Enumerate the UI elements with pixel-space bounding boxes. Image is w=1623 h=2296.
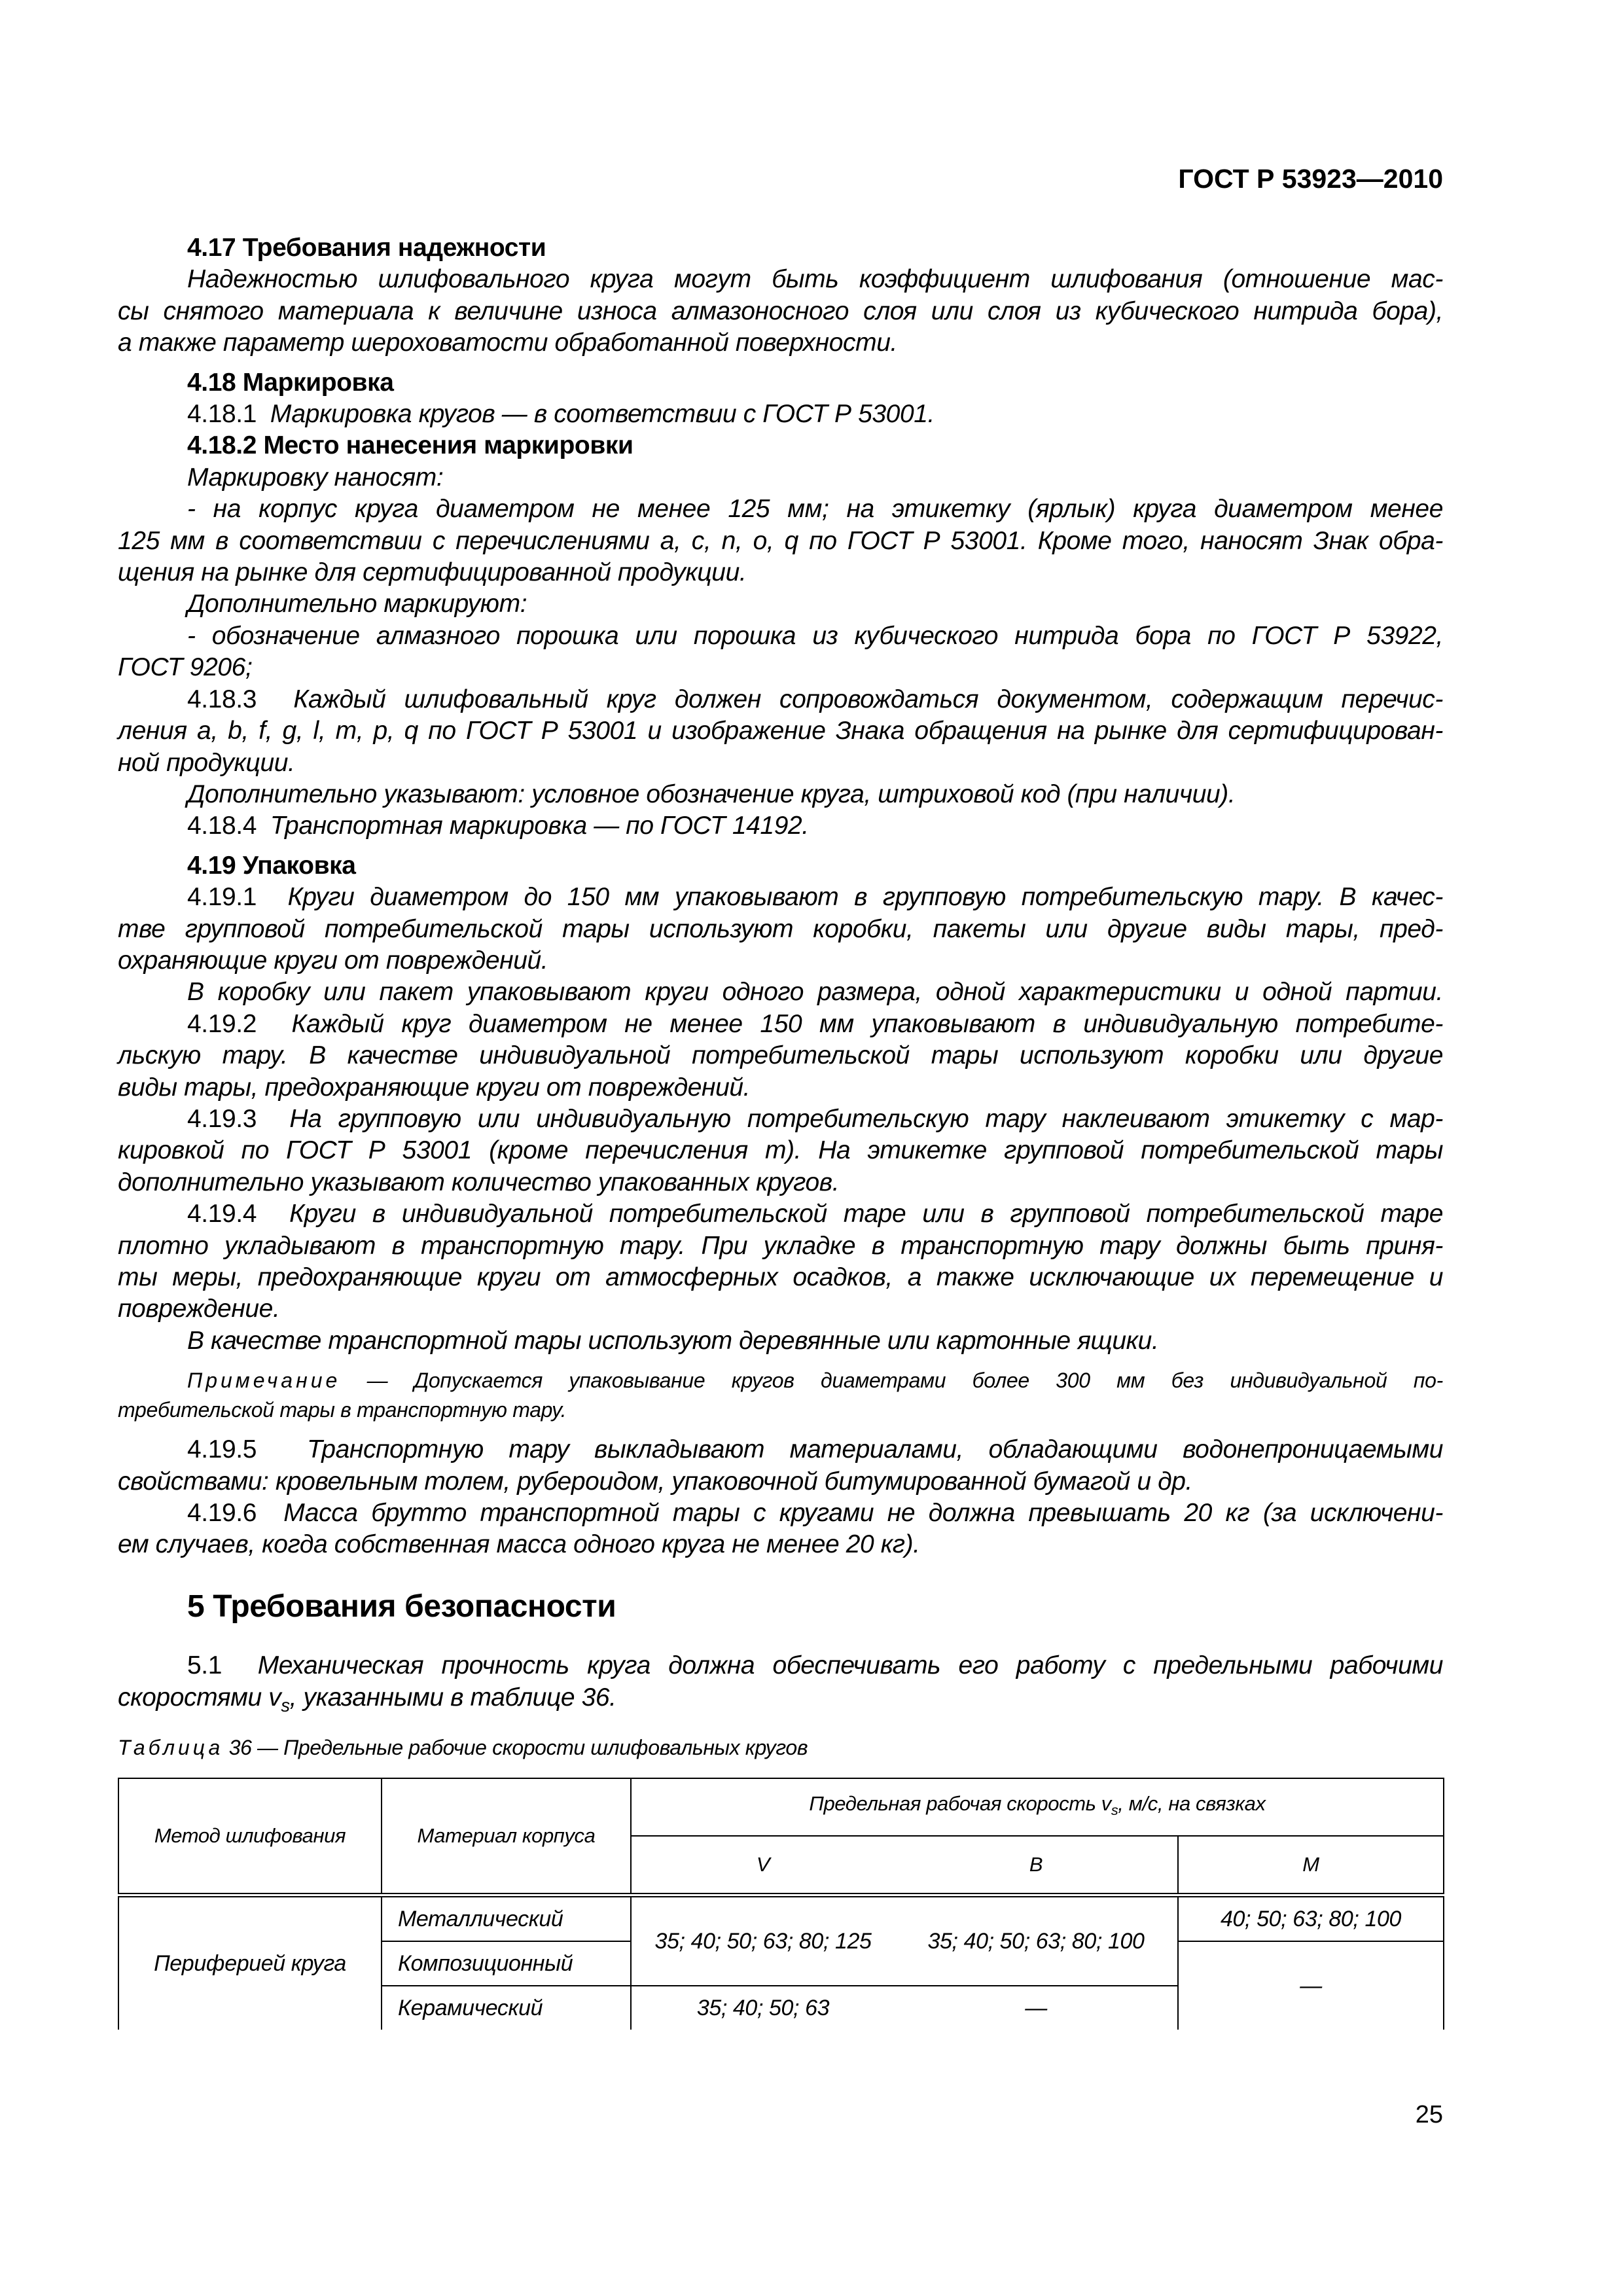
clause-number: 4.19.2 bbox=[187, 1009, 257, 1038]
text-line bbox=[118, 684, 1443, 715]
document-header: ГОСТ Р 53923—2010 bbox=[1178, 164, 1443, 194]
table-header-row bbox=[118, 1778, 1444, 1836]
text-line: В качестве транспортной тары используют деревянные или картонные ящики. bbox=[187, 1326, 1159, 1355]
cell-b: — bbox=[895, 1986, 1178, 2030]
note-label: Примечание bbox=[187, 1369, 341, 1393]
clause-text: Механическая прочность круга должна обеспечивать его работу с предельными рабочими bbox=[257, 1651, 1444, 1680]
clause-number: 4.18.4 bbox=[187, 812, 257, 840]
clause-text: Транспортная маркировка — по ГОСТ 14192. bbox=[270, 812, 809, 840]
clause-number: 4.19.1 bbox=[187, 883, 257, 912]
text-line bbox=[118, 1103, 1443, 1135]
text-line: а также параметр шероховатости обработанной поверхности. bbox=[118, 329, 897, 357]
clause-number: 5.1 bbox=[187, 1651, 223, 1680]
header-bond-v: V bbox=[631, 1836, 895, 1895]
caption-text: 36 — Предельные рабочие скорости шлифовальных кругов bbox=[223, 1735, 808, 1759]
text-line: повреждение. bbox=[118, 1295, 280, 1323]
cell-method: Периферией круга bbox=[118, 1895, 382, 2030]
text-line: кировкой по ГОСТ Р 53001 (кроме перечисления m). На этикетке групповой потребительской тары bbox=[118, 1136, 1443, 1165]
clause-text: Маркировка кругов — в соответствии с ГОСТ Р 53001. bbox=[270, 400, 935, 429]
clause-number: 4.19.3 bbox=[187, 1104, 257, 1133]
clause-text: Круги в индивидуальной потребительской таре или в групповой потребительской таре bbox=[289, 1200, 1443, 1229]
clause-text: Каждый круг диаметром не менее 150 мм упаковывают в индивидуальную потребите- bbox=[291, 1009, 1443, 1038]
note bbox=[118, 1366, 1443, 1425]
text-line bbox=[118, 1434, 1443, 1465]
text-line: 125 мм в соответствии с перечислениями a, c, n, o, q по ГОСТ Р 53001. Кроме того, наносят Знак обра- bbox=[118, 526, 1443, 555]
text-line bbox=[118, 810, 1443, 842]
section-4-17-title: 4.17 Требования надежности bbox=[187, 234, 546, 262]
text-line: дополнительно указывают количество упакованных кругов. bbox=[118, 1168, 840, 1196]
subscript: s bbox=[281, 1695, 290, 1715]
caption-label: Таблица bbox=[118, 1735, 224, 1759]
cell-m: 40; 50; 63; 80; 100 bbox=[1178, 1895, 1444, 1942]
text-line: виды тары, предохраняющие круги от повреждений. bbox=[118, 1073, 751, 1102]
text-line: требительской тары в транспортную тару. bbox=[118, 1398, 567, 1422]
text-line: щения на рынке для сертифицированной продукции. bbox=[118, 558, 747, 587]
text-line: охраняющие круги от повреждений. bbox=[118, 946, 548, 975]
clause-number: 4.18.1 bbox=[187, 400, 257, 429]
text-line bbox=[118, 882, 1443, 913]
clause-text: Каждый шлифовальный круг должен сопровождаться документом, содержащим перечис- bbox=[293, 685, 1443, 713]
text-line: тве групповой потребительской тары используют коробки, пакеты или другие виды тары, пред- bbox=[118, 914, 1443, 943]
text-line: В коробку или пакет упаковывают круги одного размера, одной характеристики и одной партии. bbox=[187, 978, 1443, 1007]
header-speed bbox=[631, 1778, 1444, 1836]
text-line: ты меры, предохраняющие круги от атмосферных осадков, а также исключающие их перемещение и bbox=[118, 1263, 1443, 1291]
clause-text: Круги диаметром до 150 мм упаковывают в групповую потребительскую тару. В качес- bbox=[287, 883, 1443, 912]
text-line: ем случаев, когда собственная масса одного круга не менее 20 кг). bbox=[118, 1530, 920, 1559]
text-line bbox=[118, 399, 1443, 430]
page-number: 25 bbox=[1415, 2101, 1443, 2128]
cell-v: 35; 40; 50; 63; 80; 125 bbox=[631, 1895, 895, 1986]
table-caption bbox=[118, 1732, 1443, 1763]
text-line: ной продукции. bbox=[118, 748, 295, 777]
text-line: плотно укладывают в транспортную тару. При укладке в транспортную тару должны быть приня- bbox=[118, 1231, 1443, 1260]
text-line: Маркировку наносят: bbox=[187, 463, 444, 492]
text-line: - обозначение алмазного порошка или порошка из кубического нитрида бора по ГОСТ Р 53922, bbox=[187, 621, 1443, 650]
text-line bbox=[118, 1198, 1443, 1230]
clause-4-18-2-title: 4.18.2 Место нанесения маркировки bbox=[187, 431, 633, 460]
header-bond-m: M bbox=[1178, 1836, 1444, 1895]
section-4-19-title: 4.19 Упаковка bbox=[187, 851, 356, 880]
header-bond-b: B bbox=[895, 1836, 1178, 1895]
text-line bbox=[118, 1650, 1443, 1681]
clause-number: 4.19.6 bbox=[187, 1499, 257, 1528]
text-line bbox=[118, 1682, 1443, 1721]
document-body bbox=[118, 232, 1443, 2030]
text-part: скоростями v bbox=[118, 1683, 281, 1712]
table-row bbox=[118, 1895, 1444, 1942]
subscript: s bbox=[1111, 1802, 1118, 1819]
cell-material: Керамический bbox=[382, 1986, 631, 2030]
clause-text: Масса брутто транспортной тары с кругами не должна превышать 20 кг (за исключени- bbox=[283, 1499, 1443, 1528]
header-speed-text: , м/с, на связках bbox=[1118, 1791, 1266, 1815]
speed-table bbox=[118, 1778, 1444, 2030]
header-material: Материал корпуса bbox=[382, 1778, 631, 1895]
text-line: свойствами: кровельным толем, рубероидом, упаковочной битумированной бумагой и др. bbox=[118, 1467, 1192, 1496]
header-method: Метод шлифования bbox=[118, 1778, 382, 1895]
clause-number: 4.19.5 bbox=[187, 1435, 257, 1464]
clause-number: 4.18.3 bbox=[187, 685, 257, 713]
text-line: сы снятого материала к величине износа алмазоносного слоя или слоя из кубического нитрида бора), bbox=[118, 296, 1443, 325]
cell-v: 35; 40; 50; 63 bbox=[631, 1986, 895, 2030]
section-5-title: 5 Требования безопасности bbox=[187, 1588, 616, 1624]
text-line: Дополнительно указывают: условное обозначение круга, штриховой код (при наличии). bbox=[187, 780, 1236, 808]
section-4-18-title: 4.18 Маркировка bbox=[187, 368, 394, 397]
text-line: ГОСТ 9206; bbox=[118, 653, 253, 682]
note-text: — Допускается упаковывание кругов диаметрами более 300 мм без индивидуальной по- bbox=[366, 1369, 1443, 1393]
text-line bbox=[118, 1366, 1443, 1395]
text-line: Дополнительно маркируют: bbox=[187, 590, 527, 619]
text-line bbox=[118, 1009, 1443, 1040]
header-speed-text: Предельная рабочая скорость v bbox=[809, 1791, 1111, 1815]
text-part: , указанными в таблице 36. bbox=[289, 1683, 616, 1712]
clause-number: 4.19.4 bbox=[187, 1200, 257, 1229]
cell-material: Композиционный bbox=[382, 1941, 631, 1986]
text-line: льскую тару. В качестве индивидуальной потребительской тары используют коробки или другие bbox=[118, 1041, 1443, 1070]
cell-m: — bbox=[1178, 1941, 1444, 2030]
text-line: Надежностью шлифовального круга могут быть коэффициент шлифования (отношение мас- bbox=[187, 265, 1443, 294]
text-line: ления a, b, f, g, l, m, p, q по ГОСТ Р 53001 и изображение Знака обращения на рынке для сертифицирован- bbox=[118, 717, 1443, 745]
text-line bbox=[118, 1498, 1443, 1529]
clause-text: Транспортную тару выкладывают материалами, обладающими водонепроницаемыми bbox=[307, 1435, 1443, 1464]
clause-text: На групповую или индивидуальную потребительскую тару наклеивают этикетку с мар- bbox=[289, 1104, 1443, 1133]
cell-material: Металлический bbox=[382, 1895, 631, 1942]
text-line: - на корпус круга диаметром не менее 125 мм; на этикетку (ярлык) круга диаметром менее bbox=[187, 495, 1443, 524]
cell-b: 35; 40; 50; 63; 80; 100 bbox=[895, 1895, 1178, 1986]
